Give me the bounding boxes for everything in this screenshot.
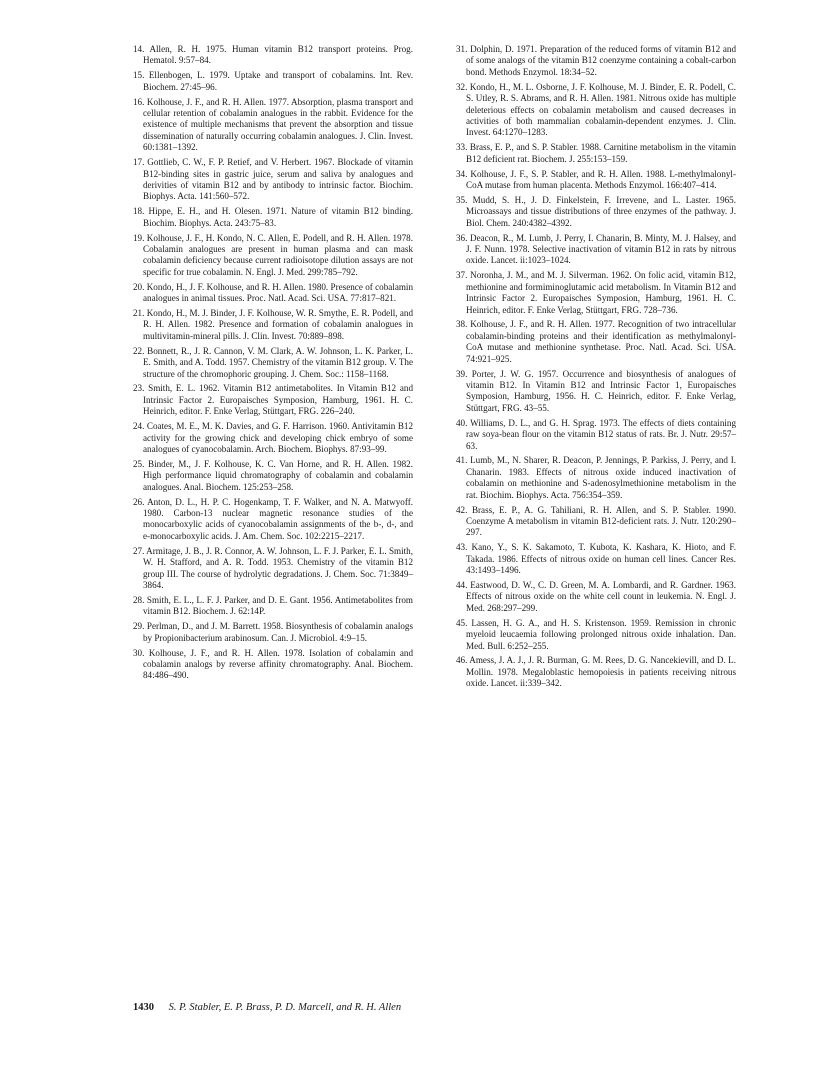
reference-29: 29. Perlman, D., and J. M. Barrett. 1958. Biosynthesis of cobalamin analogs by Propionibacterium arabinosum. Can. J. Microbiol. 4:9–15.	[133, 621, 413, 643]
reference-43: 43. Kano, Y., S. K. Sakamoto, T. Kubota, K. Kashara, K. Hioto, and F. Takada. 1986. Effects of nitrous oxide on human cell lines. Cancer Res. 43:1493–1496.	[456, 542, 736, 576]
reference-23: 23. Smith, E. L. 1962. Vitamin B12 antimetabolites. In Vitamin B12 and Intrinsic Factor 2. Europaisches Symposion, Hamburg, 1961. H. C. Heinrich, editor. F. Enke Verlag, Stüttgart, FRG. 226–240.	[133, 383, 413, 417]
reference-25: 25. Binder, M., J. F. Kolhouse, K. C. Van Horne, and R. H. Allen. 1982. High performance liquid chromatography of cobalamin and cobalamin analogues. Anal. Biochem. 125:253–258.	[133, 458, 413, 492]
reference-34: 34. Kolhouse, J. F., S. P. Stabler, and R. H. Allen. 1988. L-methylmalonyl-CoA mutase from human placenta. Methods Enzymol. 166:407–414.	[456, 168, 736, 190]
reference-41: 41. Lumb, M., N. Sharer, R. Deacon, P. Jennings, P. Parkiss, J. Perry, and I. Chanarin. 1983. Effects of nitrous oxide induced inactivation of cobalamin on methionine and S-adenosylmethionine metabolism in the rat. Biochim. Biophys. Acta. 756:354–359.	[456, 455, 736, 500]
reference-44: 44. Eastwood, D. W., C. D. Green, M. A. Lombardi, and R. Gardner. 1963. Effects of nitrous oxide on the white cell count in leukemia. N. Engl. J. Med. 268:297–299.	[456, 579, 736, 613]
reference-22: 22. Bonnett, R., J. R. Cannon, V. M. Clark, A. W. Johnson, L. K. Parker, L. E. Smith, and A. Todd. 1957. Chemistry of the vitamin B12 group. V. The structure of the chromophoric grouping. J. Chem. Soc.: 1158–1168.	[133, 345, 413, 379]
reference-45: 45. Lassen, H. G. A., and H. S. Kristenson. 1959. Remission in chronic myeloid leucaemia following prolonged nitrous oxide inhalation. Dan. Med. Bull. 6:252–255.	[456, 617, 736, 651]
reference-20: 20. Kondo, H., J. F. Kolhouse, and R. H. Allen. 1980. Presence of cobalamin analogues in animal tissues. Proc. Natl. Acad. Sci. USA. 77:817–821.	[133, 281, 413, 304]
page-footer	[133, 1002, 401, 1013]
references-left-column	[133, 44, 413, 685]
reference-14: 14. Allen, R. H. 1975. Human vitamin B12 transport proteins. Prog. Hematol. 9:57–84.	[133, 44, 413, 66]
reference-16: 16. Kolhouse, J. F., and R. H. Allen. 1977. Absorption, plasma transport and cellular retention of cobalamin analogues in the rabbit. Evidence for the existence of multiple mechanisms that prevent the absorption and tissue dissemination of naturally occurring cobalamin analogues. J. Clin. Invest. 60:1381–1392.	[133, 96, 413, 153]
reference-38: 38. Kolhouse, J. F., and R. H. Allen. 1977. Recognition of two intracellular cobalamin-binding proteins and their identification as methylmalonyl-CoA mutase and methionine synthetase. Proc. Natl. Acad. Sci. USA. 74:921–925.	[456, 319, 736, 364]
reference-15: 15. Ellenbogen, L. 1979. Uptake and transport of cobalamins. Int. Rev. Biochem. 27:45–96.	[133, 70, 413, 92]
reference-19: 19. Kolhouse, J. F., H. Kondo, N. C. Allen, E. Podell, and R. H. Allen. 1978. Cobalamin analogues are present in human plasma and can mask cobalamin deficiency because current radioisotope dilution assays are not specific for true cobalamin. N. Engl. J. Med. 299:785–792.	[133, 232, 413, 277]
reference-36: 36. Deacon, R., M. Lumb, J. Perry, I. Chanarin, B. Minty, M. J. Halsey, and J. F. Nunn. 1978. Selective inactivation of vitamin B12 in rats by nitrous oxide. Lancet. ii:1023–1024.	[456, 232, 736, 266]
reference-28: 28. Smith, E. L., L. F. J. Parker, and D. E. Gant. 1956. Antimetabolites from vitamin B12. Biochem. J. 62:14P.	[133, 594, 413, 617]
reference-32: 32. Kondo, H., M. L. Osborne, J. F. Kolhouse, M. J. Binder, E. R. Podell, C. S. Utley, R. S. Abrams, and R. H. Allen. 1981. Nitrous oxide has multiple deleterious effects on cobalamin metabolism and caused decreases in activities of both mammalian cobalamin-dependent enzymes. J. Clin. Invest. 64:1270–1283.	[456, 81, 736, 138]
reference-33: 33. Brass, E. P., and S. P. Stabler. 1988. Carnitine metabolism in the vitamin B12 deficient rat. Biochem. J. 255:153–159.	[456, 142, 736, 164]
reference-27: 27. Armitage, J. B., J. R. Connor, A. W. Johnson, L. F. J. Parker, E. L. Smith, W. H. Stafford, and A. R. Todd. 1953. Chemistry of the vitamin B12 group III. The course of hydrolytic degradations. J. Chem. Soc. 71:3849–3864.	[133, 545, 413, 590]
reference-17: 17. Gottlieb, C. W., F. P. Retief, and V. Herbert. 1967. Blockade of vitamin B12-binding sites in gastric juice, serum and saliva by analogues and derivities of vitamin B12 and by antibody to intrinsic factor. Biochim. Biophys. Acta. 141:560–572.	[133, 157, 413, 202]
reference-26: 26. Anton, D. L., H. P. C. Hogenkamp, T. F. Walker, and N. A. Matwyoff. 1980. Carbon-13 nuclear magnetic resonance studies of the monocarboxylic acids of cyanocobalamin assignments of the b-, d-, and e-monocarboxylic acids. J. Am. Chem. Soc. 102:2215–2217.	[133, 496, 413, 541]
reference-37: 37. Noronha, J. M., and M. J. Silverman. 1962. On folic acid, vitamin B12, methionine and formiminoglutamic acid metabolism. In Vitamin B12 and Intrinsic Factor 2. Europaisches Symposion, Hamburg, 1961. H. C. Heinrich, editor. F. Enke Verlag, Stüttgart, FRG. 728–736.	[456, 270, 736, 315]
reference-35: 35. Mudd, S. H., J. D. Finkelstein, F. Irrevene, and L. Laster. 1965. Microassays and tissue distributions of three enzymes of the pathway. J. Biol. Chem. 240:4382–4392.	[456, 194, 736, 228]
reference-30: 30. Kolhouse, J. F., and R. H. Allen. 1978. Isolation of cobalamin and cobalamin analogs by reverse affinity chromatography. Anal. Biochem. 84:486–490.	[133, 647, 413, 681]
reference-21: 21. Kondo, H., M. J. Binder, J. F. Kolhouse, W. R. Smythe, E. R. Podell, and R. H. Allen. 1982. Presence and formation of cobalamin analogues in multivitamin-mineral pills. J. Clin. Invest. 70:889–898.	[133, 308, 413, 341]
reference-24: 24. Coates, M. E., M. K. Davies, and G. F. Harrison. 1960. Antivitamin B12 activity for the growing chick and developing chick embryo of some analogues of cyanocobalamin. Arch. Biochem. Biophys. 87:93–99.	[133, 421, 413, 454]
running-authors: S. P. Stabler, E. P. Brass, P. D. Marcell, and R. H. Allen	[168, 1002, 402, 1013]
page-number: 1430	[133, 1002, 154, 1013]
references-right-column	[456, 44, 736, 693]
reference-42: 42. Brass, E. P., A. G. Tahiliani, R. H. Allen, and S. P. Stabler. 1990. Coenzyme A metabolism in vitamin B12-deficient rats. J. Nutr. 120:290–297.	[456, 504, 736, 538]
reference-39: 39. Porter, J. W. G. 1957. Occurrence and biosynthesis of analogues of vitamin B12. In Vitamin B12 and Intrinsic Factor 1, Europaisches Symposion, Hamburg, 1956. H. C. Heinrich, editor. F. Enke Verlag, Stüttgart, FRG. 43–55.	[456, 368, 736, 413]
reference-18: 18. Hippe, E. H., and H. Olesen. 1971. Nature of vitamin B12 binding. Biochim. Biophys. Acta. 243:75–83.	[133, 206, 413, 228]
reference-46: 46. Amess, J. A. J., J. R. Burman, G. M. Rees, D. G. Nancekievill, and D. L. Mollin. 1978. Megaloblastic hemopoiesis in patients receiving nitrous oxide. Lancet. ii:339–342.	[456, 655, 736, 689]
reference-40: 40. Williams, D. L., and G. H. Sprag. 1973. The effects of diets containing raw soya-bean flour on the vitamin B12 status of rats. Br. J. Nutr. 29:57–63.	[456, 417, 736, 451]
reference-31: 31. Dolphin, D. 1971. Preparation of the reduced forms of vitamin B12 and of some analogs of the vitamin B12 coenzyme containing a cobalt-carbon bond. Methods Enzymol. 18:34–52.	[456, 44, 736, 77]
